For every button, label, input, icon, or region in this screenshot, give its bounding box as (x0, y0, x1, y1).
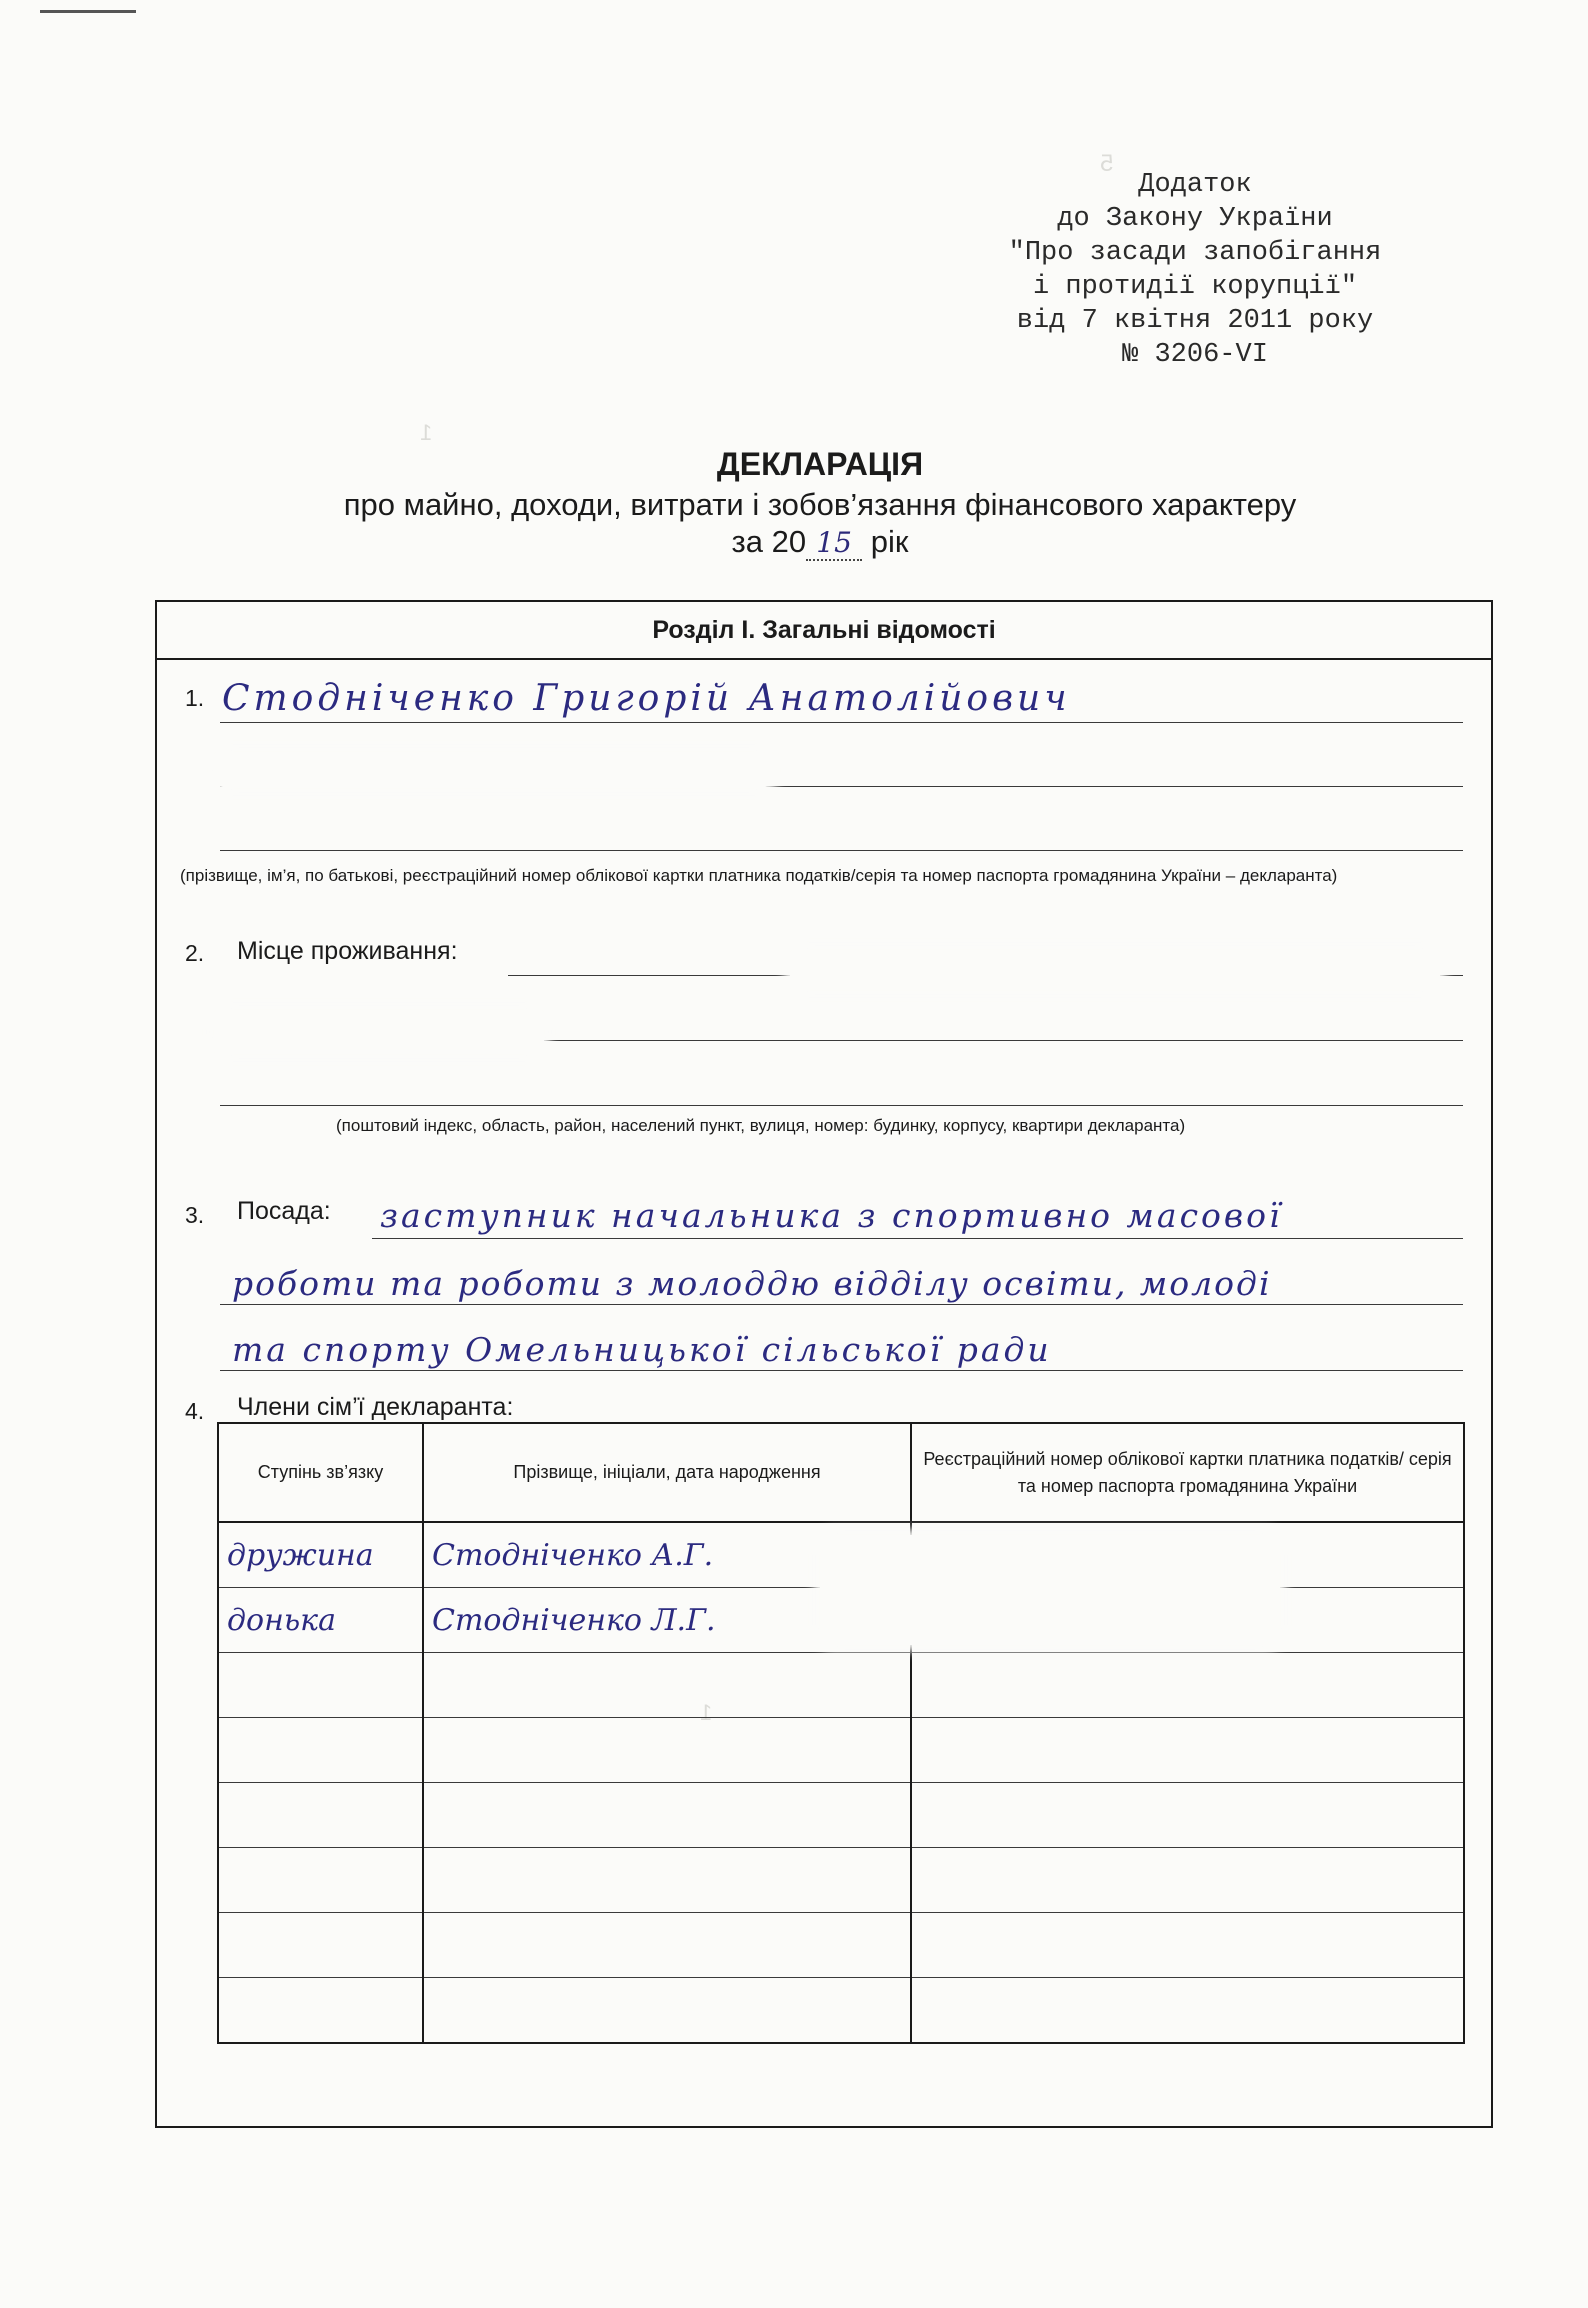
residence-label: Місце проживання: (237, 937, 458, 965)
form-line (220, 1105, 1463, 1106)
relation-cell[interactable] (218, 1783, 423, 1848)
name-cell[interactable] (423, 1718, 911, 1783)
item-number: 3. (185, 1202, 205, 1228)
redacted-area (214, 752, 774, 788)
id-cell[interactable] (911, 1913, 1464, 1978)
item1-caption: (прізвище, ім’я, по батькові, реєстраційний номер облікової картки платника податків/серія та номер паспорта громадянина України – декларанта) (180, 866, 1338, 885)
table-row (218, 1978, 1464, 2044)
addendum-line: до Закону України (1057, 204, 1333, 234)
redacted-area (214, 1010, 544, 1054)
redacted-area (790, 950, 1440, 990)
relation-cell[interactable]: донька (218, 1588, 423, 1653)
column-header: Прізвище, ініціали, дата народження (423, 1423, 911, 1522)
year-suffix: рік (870, 524, 909, 559)
column-header: Ступінь зв’язку (218, 1423, 423, 1522)
name-cell[interactable] (423, 1913, 911, 1978)
addendum-line: від 7 квітня 2011 року (1016, 306, 1374, 336)
id-cell[interactable] (911, 1653, 1464, 1718)
relation-cell[interactable] (218, 1913, 423, 1978)
table-header-row (218, 1423, 1464, 1522)
table-row (218, 1783, 1464, 1848)
name-cell[interactable]: Стодніченко А.Г. (423, 1522, 911, 1588)
column-header: Реєстраційний номер облікової картки платника податків/ серія та номер паспорта громадянина України (911, 1423, 1464, 1522)
item-number: 1. (185, 685, 205, 711)
law-addendum-note (940, 168, 1450, 372)
section-title: Розділ I. Загальні відомості (155, 600, 1493, 660)
name-cell[interactable] (423, 1848, 911, 1913)
year-prefix: за 20 (731, 524, 807, 559)
position-line-1[interactable]: заступник начальника з спортивно масової (380, 1196, 1283, 1235)
item2-caption: (поштовий індекс, область, район, населений пункт, вулиця, номер: будинку, корпусу, квартири декларанта) (336, 1116, 1186, 1135)
scan-mark (40, 10, 136, 13)
form-line (220, 722, 1463, 723)
addendum-line: "Про засади запобігання (1008, 238, 1382, 268)
addendum-line: Додаток (1138, 170, 1252, 200)
form-line (220, 1370, 1463, 1371)
table-row (218, 1653, 1464, 1718)
item-number: 2. (185, 940, 205, 966)
item-number: 4. (185, 1398, 205, 1424)
redacted-area (820, 1535, 1280, 1645)
family-members-table (217, 1422, 1465, 2044)
bleed-through-text: 1 (420, 420, 433, 445)
document-title: ДЕКЛАРАЦІЯ (716, 446, 924, 482)
form-line (372, 1238, 1463, 1239)
name-cell[interactable] (423, 1653, 911, 1718)
name-cell[interactable] (423, 1978, 911, 2044)
name-cell[interactable]: Стодніченко Л.Г. (423, 1588, 911, 1653)
relation-cell[interactable] (218, 1718, 423, 1783)
bleed-through-text: 1 (700, 1700, 713, 1725)
id-cell[interactable] (911, 1718, 1464, 1783)
year-value[interactable]: 15 (806, 526, 862, 561)
declarant-name-handwritten[interactable]: Стодніченко Григорій Анатолійович (222, 678, 1071, 719)
relation-cell[interactable] (218, 1848, 423, 1913)
table-row (218, 1848, 1464, 1913)
relation-cell[interactable] (218, 1978, 423, 2044)
table-row (218, 1718, 1464, 1783)
declaration-year (0, 524, 1588, 561)
addendum-line: і протидії корупції" (1032, 272, 1358, 302)
position-line-2[interactable]: роботи та роботи з молоддю відділу освіти, молоді (232, 1264, 1272, 1303)
id-cell[interactable] (911, 1978, 1464, 2044)
name-cell[interactable] (423, 1783, 911, 1848)
position-line-3[interactable]: та спорту Омельницької сільської ради (232, 1330, 1052, 1369)
form-line (220, 850, 1463, 851)
table-row (218, 1913, 1464, 1978)
addendum-line: № 3206-VI (1122, 340, 1268, 370)
bleed-through-text: 5 (1100, 150, 1114, 177)
document-subtitle: про майно, доходи, витрати і зобов’язання фінансового характеру (343, 487, 1297, 522)
relation-cell[interactable] (218, 1653, 423, 1718)
position-label: Посада: (237, 1197, 331, 1225)
relation-cell[interactable]: дружина (218, 1522, 423, 1588)
family-members-label: Члени сім’ї декларанта: (237, 1393, 514, 1421)
id-cell[interactable] (911, 1783, 1464, 1848)
id-cell[interactable] (911, 1848, 1464, 1913)
form-line (220, 1304, 1463, 1305)
